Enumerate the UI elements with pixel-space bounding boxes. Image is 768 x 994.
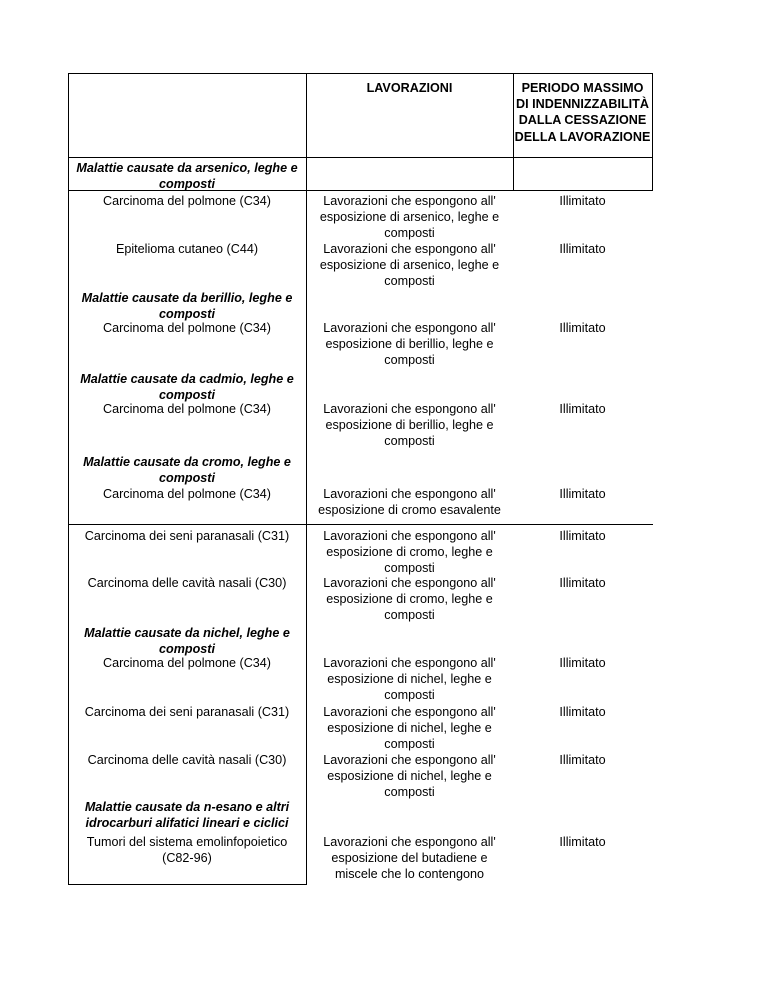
disease-seni: Carcinoma dei seni paranasali (C31) [84, 529, 290, 543]
group-divider-cromo-rows [68, 524, 653, 525]
disease-nasali: Carcinoma delle cavità nasali (C30) [87, 576, 287, 590]
disease-polmone: Carcinoma del polmone (C34) [103, 402, 271, 416]
work-cromo: Lavorazioni che espongono all' esposizione di cromo, leghe e composti [323, 529, 496, 576]
period-value: Illimitato [559, 529, 606, 543]
period-value: Illimitato [559, 753, 606, 767]
period-value: Illimitato [559, 402, 606, 416]
period-value: Illimitato [559, 656, 606, 670]
work-berillio: Lavorazioni che espongono all' esposizione di berillio, leghe e composti [323, 321, 496, 368]
table-right-border [652, 73, 653, 190]
disease-polmone: Carcinoma del polmone (C34) [103, 487, 271, 501]
disease-nasali: Carcinoma delle cavità nasali (C30) [87, 753, 287, 767]
work-nichel: Lavorazioni che espongono all' esposizione di nichel, leghe e composti [323, 656, 496, 703]
disease-epitelioma: Epitelioma cutaneo (C44) [115, 242, 259, 256]
header-lavorazioni: LAVORAZIONI [366, 81, 453, 95]
group-nesano: Malattie causate da n-esano e altri idrocarburi alifatici lineari e ciclici [84, 800, 290, 831]
period-value: Illimitato [559, 242, 606, 256]
disease-polmone: Carcinoma del polmone (C34) [103, 656, 271, 670]
table-top-border [68, 73, 653, 74]
work-nichel: Lavorazioni che espongono all' esposizione di nichel, leghe e composti [323, 753, 496, 800]
period-value: Illimitato [559, 487, 606, 501]
work-nichel: Lavorazioni che espongono all' esposizione di nichel, leghe e composti [323, 705, 496, 752]
work-berillio: Lavorazioni che espongono all' esposizione di berillio, leghe e composti [323, 402, 496, 449]
period-value: Illimitato [559, 194, 606, 208]
work-arsenico: Lavorazioni che espongono all' esposizione di arsenico, leghe e composti [319, 194, 500, 241]
period-value: Illimitato [559, 835, 606, 849]
header-periodo: PERIODO MASSIMO DI INDENNIZZABILITÀ DALLA CESSAZIONE DELLA LAVORAZIONE [514, 81, 651, 144]
group-nichel: Malattie causate da nichel, leghe e composti [84, 626, 290, 657]
work-butadiene: Lavorazioni che espongono all' esposizione del butadiene e miscele che lo contengono [323, 835, 496, 882]
disease-polmone: Carcinoma del polmone (C34) [103, 194, 271, 208]
disease-seni: Carcinoma dei seni paranasali (C31) [84, 705, 290, 719]
group-arsenico: Malattie causate da arsenico, leghe e composti [76, 161, 298, 192]
group-cadmio: Malattie causate da cadmio, leghe e composti [80, 372, 294, 403]
period-value: Illimitato [559, 576, 606, 590]
header-bottom-border [68, 157, 653, 158]
disease-emolinfo: Tumori del sistema emolinfopoietico (C82-96) [86, 835, 288, 866]
period-value: Illimitato [559, 321, 606, 335]
group-berillio: Malattie causate da berillio, leghe e composti [81, 291, 293, 322]
work-cromo-esavalente: Lavorazioni che espongono all' esposizione di cromo esavalente [318, 487, 501, 518]
work-arsenico: Lavorazioni che espongono all' esposizione di arsenico, leghe e composti [319, 242, 500, 289]
disease-polmone: Carcinoma del polmone (C34) [103, 321, 271, 335]
group-cromo: Malattie causate da cromo, leghe e composti [83, 455, 291, 486]
work-cromo: Lavorazioni che espongono all' esposizione di cromo, leghe e composti [323, 576, 496, 623]
period-value: Illimitato [559, 705, 606, 719]
table-bottom-border [68, 884, 306, 885]
